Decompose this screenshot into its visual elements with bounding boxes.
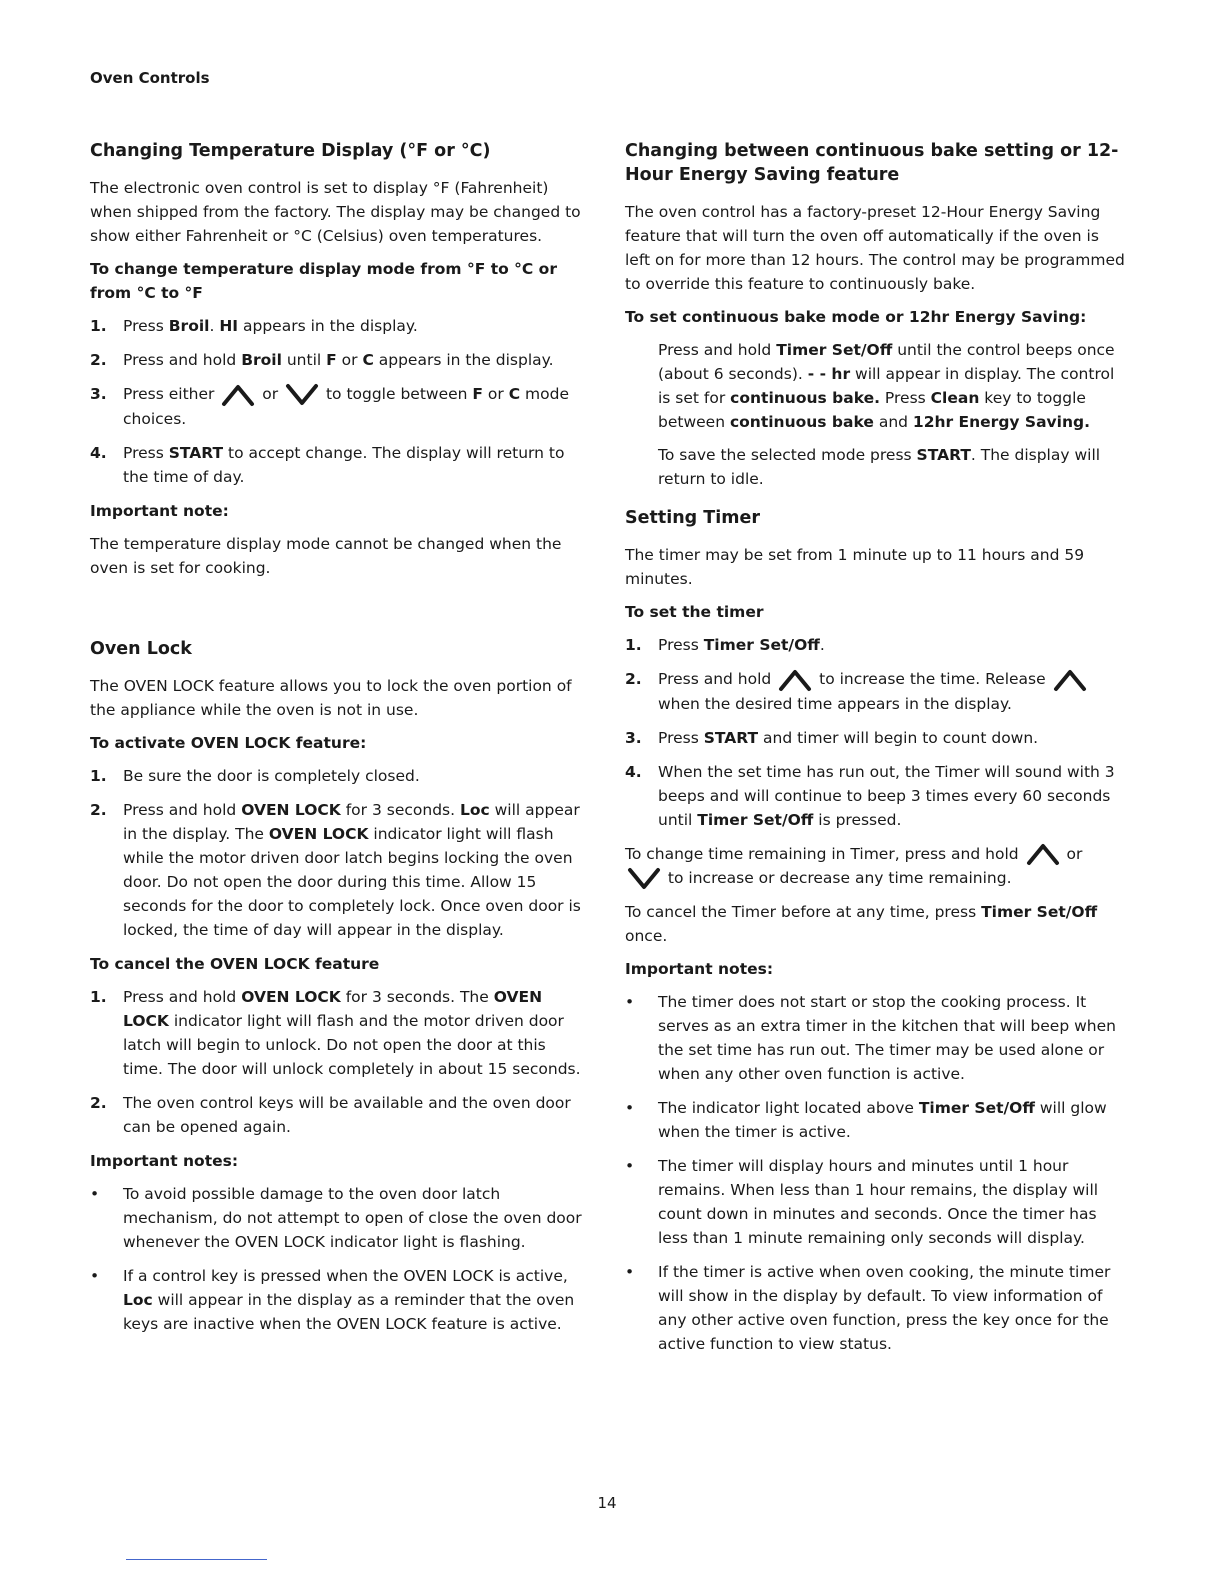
oven-lock-notes-heading: Important notes: [90,1151,239,1170]
temperature-display-steps [90,314,584,489]
up-arrow-icon [778,668,812,692]
set-timer-subheading: To set the timer [625,603,764,621]
list-item: • To avoid possible damage to the oven door latch mechanism, do not attempt to open of close the oven door whenever the OVEN LOCK indicator light is flashing. [90,1182,584,1254]
up-arrow-icon [1053,668,1087,692]
temperature-display-section [90,139,584,580]
setting-timer-heading: Setting Timer [625,508,760,528]
right-column [625,139,1125,1366]
list-item: 2. The oven control keys will be available and the oven door can be opened again. [90,1093,571,1136]
list-item: 3. Press START and timer will begin to count down. [625,728,1039,747]
cancel-timer-paragraph: To cancel the Timer before at any time, press Timer Set/Off once. [625,902,1098,945]
energy-saving-subheading: To set continuous bake mode or 12hr Energy Saving: [625,308,1087,326]
oven-lock-section [90,637,584,1336]
list-item: 2. Press and hold OVEN LOCK for 3 seconds. Loc will appear in the display. The OVEN LOCK indicator light will flash while the motor driven door latch begins locking the oven door. Do not open the door during this time. Allow 15 seconds for the door to completely lock. Once oven door is locked, the time of day will appear in the display. [90,800,581,939]
list-item: 3. Press either or to toggle between F or C mode choices. [90,382,584,431]
temperature-display-subheading: To change temperature display mode from °F to °C or from °C to °F [90,260,557,302]
page-number: 14 [597,1494,617,1512]
list-item: • The indicator light located above Timer Set/Off will glow when the timer is active. [625,1096,1125,1144]
activate-oven-lock-steps [90,764,584,942]
energy-saving-save: To save the selected mode press START. The display will return to idle. [658,446,1101,488]
list-item: • If the timer is active when oven cooking, the minute timer will show in the display by default. To view information of any other active oven function, press the key once for the active function to view status. [625,1260,1125,1356]
activate-oven-lock-heading: To activate OVEN LOCK feature: [90,733,367,752]
list-item: 1. Press Broil. HI appears in the display. [90,317,418,335]
list-item: 1. Press Timer Set/Off. [625,636,825,654]
list-item: 1. Press and hold OVEN LOCK for 3 seconds. The OVEN LOCK indicator light will flash and the motor driven door latch will begin to unlock. Do not open the door at this time. The door will unlock completely in about 15 seconds. [90,987,581,1078]
change-time-paragraph: To change time remaining in Timer, press and hold or to increase or decrease any time remaining. [625,842,1125,891]
list-item: • The timer does not start or stop the cooking process. It serves as an extra timer in the kitchen that will beep when the set time has run out. The timer may be used alone or when any other oven function is active. [625,990,1125,1086]
timer-notes-heading: Important notes: [625,959,774,978]
oven-lock-intro: The OVEN LOCK feature allows you to lock the oven portion of the appliance while the oven is not in use. [90,676,572,719]
page-header: Oven Controls [90,69,210,87]
important-note-text: The temperature display mode cannot be changed when the oven is set for cooking. [90,534,562,577]
down-arrow-icon [285,383,319,407]
list-item: 2. Press and hold Broil until F or C appears in the display. [90,351,554,369]
up-arrow-icon [1026,842,1060,866]
list-item: • If a control key is pressed when the OVEN LOCK is active, Loc will appear in the display as a reminder that the oven keys are inactive when the OVEN LOCK feature is active. [90,1264,584,1336]
temperature-display-intro: The electronic oven control is set to display °F (Fahrenheit) when shipped from the factory. The display may be changed to show either Fahrenheit or °C (Celsius) oven temperatures. [90,179,581,245]
temperature-display-heading: Changing Temperature Display (°F or °C) [90,141,491,161]
list-item: 4. Press START to accept change. The display will return to the time of day. [90,443,565,486]
down-arrow-icon [627,867,661,891]
energy-saving-instructions: Press and hold Timer Set/Off until the control beeps once (about 6 seconds). - - hr will appear in display. The control is set for continuous bake. Press Clean key to toggle between continuous bake and 12hr Energy Saving. [658,341,1115,431]
left-column [90,139,584,1346]
important-note-heading: Important note: [90,501,229,520]
cancel-oven-lock-heading: To cancel the OVEN LOCK feature [90,954,380,973]
oven-lock-heading: Oven Lock [90,638,192,659]
list-item: 4. When the set time has run out, the Timer will sound with 3 beeps and will continue to beep 3 times every 60 seconds until Timer Set/Off is pressed. [625,762,1115,829]
up-arrow-icon [221,383,255,407]
list-item: 1. Be sure the door is completely closed. [90,766,420,785]
list-item: 2. Press and hold to increase the time. Release when the desired time appears in the display. [625,667,1125,716]
cancel-oven-lock-steps [90,985,584,1139]
footer-rule [126,1559,267,1560]
timer-notes [625,990,1125,1356]
set-timer-steps [625,633,1125,832]
setting-timer-section [625,506,1125,1356]
energy-saving-intro: The oven control has a factory-preset 12-Hour Energy Saving feature that will turn the oven off automatically if the oven is left on for more than 12 hours. The control may be programmed to override this feature to continuously bake. [625,203,1125,293]
oven-lock-notes [90,1182,584,1336]
energy-saving-section [625,139,1125,491]
list-item: • The timer will display hours and minutes until 1 hour remains. When less than 1 hour remains, the display will count down in minutes and seconds. Once the timer has less than 1 minute remaining only seconds will display. [625,1154,1125,1250]
energy-saving-heading: Changing between continuous bake setting or 12-Hour Energy Saving feature [625,141,1119,185]
setting-timer-intro: The timer may be set from 1 minute up to 11 hours and 59 minutes. [625,546,1085,588]
